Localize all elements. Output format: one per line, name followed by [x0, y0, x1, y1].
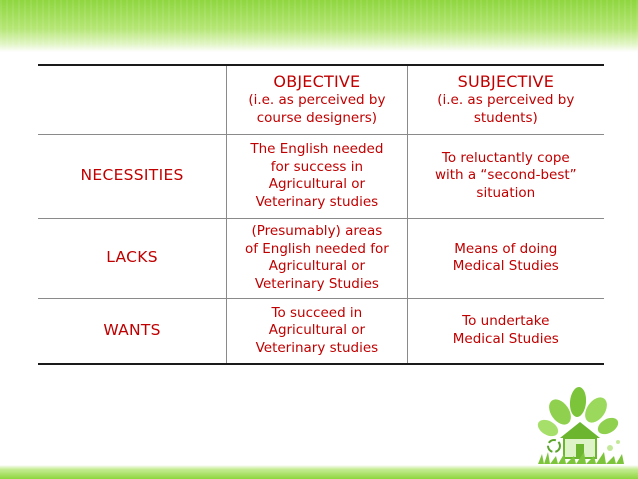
header-subjective-subtitle: (i.e. as perceived by students): [437, 92, 575, 126]
table-row: [38, 298, 604, 364]
bottom-decorative-band: [0, 465, 638, 479]
header-objective-cell: [227, 65, 407, 134]
table-row: [38, 134, 604, 218]
row-label-lacks: LACKS: [38, 218, 227, 298]
needs-analysis-table: [38, 64, 604, 365]
wants-objective-cell: To succeed in Agricultural or Veterinary studies: [227, 298, 407, 364]
wants-subjective-cell: To undertake Medical Studies: [407, 298, 604, 364]
table-row: [38, 218, 604, 298]
header-subjective-cell: [407, 65, 604, 134]
lacks-objective-cell: (Presumably) areas of English needed for Agricultural or Veterinary Studies: [227, 218, 407, 298]
table-header-row: [38, 65, 604, 134]
eco-house-leaf-logo-icon: [530, 382, 630, 468]
row-label-necessities: NECESSITIES: [38, 134, 227, 218]
necessities-objective-cell: The English needed for success in Agricultural or Veterinary studies: [227, 134, 407, 218]
top-decorative-band: [0, 0, 638, 52]
necessities-subjective-cell: To reluctantly cope with a “second-best” situation: [407, 134, 604, 218]
row-label-wants: WANTS: [38, 298, 227, 364]
header-objective: OBJECTIVE: [273, 72, 361, 92]
header-empty-cell: [38, 65, 227, 134]
header-objective-subtitle: (i.e. as perceived by course designers): [248, 92, 386, 126]
header-subjective: SUBJECTIVE: [457, 72, 554, 92]
lacks-subjective-cell: Means of doing Medical Studies: [407, 218, 604, 298]
